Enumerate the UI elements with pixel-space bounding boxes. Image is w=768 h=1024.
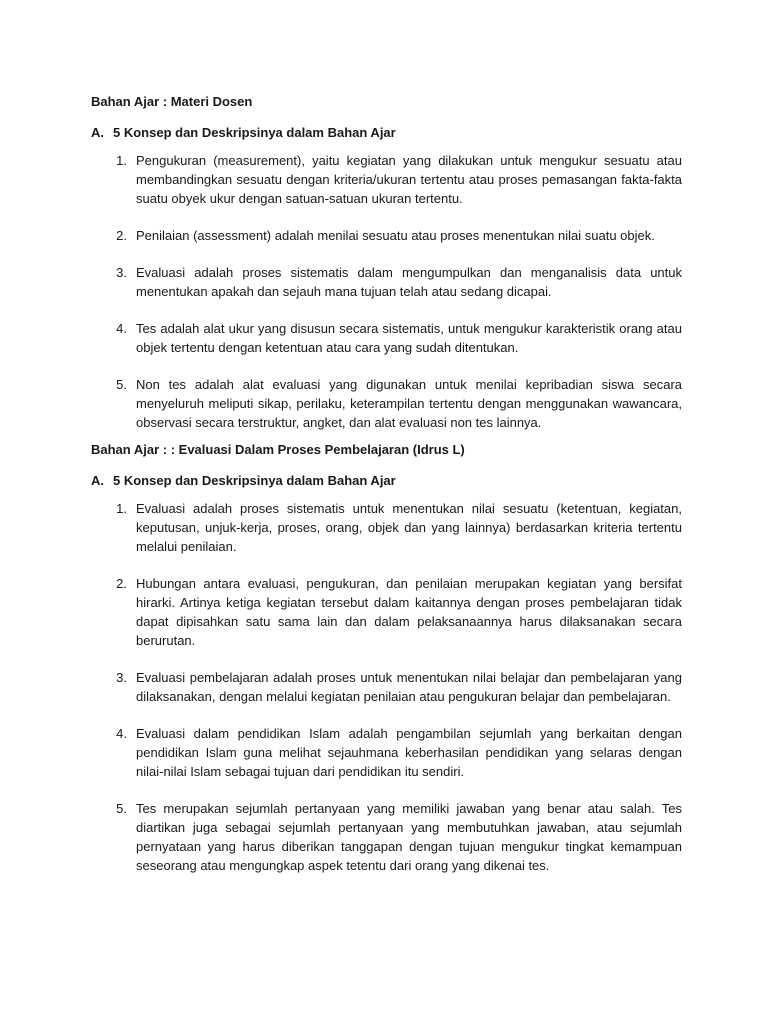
list-item xyxy=(91,668,682,706)
item-number: 3. xyxy=(116,670,127,685)
item-number: 4. xyxy=(116,726,127,741)
list-item xyxy=(91,574,682,650)
item-text: Non tes adalah alat evaluasi yang digunakan untuk menilai kepribadian siswa secara menyeluruh meliputi sikap, perilaku, keterampilan tertentu dengan menggunakan wawancara, observasi secara terstruktur, angket, dan alat evaluasi non tes lainnya. xyxy=(136,377,682,430)
list-item xyxy=(91,319,682,357)
list-item xyxy=(91,499,682,556)
section1-sub-letter: A. xyxy=(91,125,104,140)
list-item xyxy=(91,226,682,245)
section1-list xyxy=(91,151,682,432)
item-text: Pengukuran (measurement), yaitu kegiatan yang dilakukan untuk mengukur sesuatu atau membandingkan sesuatu dengan kriteria/ukuran tertentu atau proses pemasangan fakta-fakta suatu obyek ukur dengan satuan-satuan ukuran tertentu. xyxy=(136,153,682,206)
item-number: 1. xyxy=(116,153,127,168)
item-number: 1. xyxy=(116,501,127,516)
section2-title: Bahan Ajar : : Evaluasi Dalam Proses Pembelajaran (Idrus L) xyxy=(91,442,465,457)
item-text: Evaluasi dalam pendidikan Islam adalah pengambilan sejumlah yang berkaitan dengan pendidikan Islam guna melihat sejauhmana keberhasilan pendidikan yang selaras dengan nilai-nilai Islam sebagai tujuan dari pendidikan itu sendiri. xyxy=(136,726,682,779)
section2-sub-title: 5 Konsep dan Deskripsinya dalam Bahan Ajar xyxy=(113,473,396,488)
section1-subheading xyxy=(91,123,682,142)
list-item xyxy=(91,375,682,432)
item-number: 4. xyxy=(116,321,127,336)
item-number: 5. xyxy=(116,801,127,816)
section2-sub-letter: A. xyxy=(91,473,104,488)
list-item xyxy=(91,263,682,301)
item-number: 5. xyxy=(116,377,127,392)
section2-list xyxy=(91,499,682,875)
item-text: Evaluasi adalah proses sistematis untuk menentukan nilai sesuatu (ketentuan, kegiatan, keputusan, unjuk-kerja, proses, orang, objek dan yang lainnya) berdasarkan kriteria tertentu melalui penilaian. xyxy=(136,501,682,554)
list-item xyxy=(91,799,682,875)
section2-subheading xyxy=(91,471,682,490)
item-text: Evaluasi pembelajaran adalah proses untuk menentukan nilai belajar dan pembelajaran yang dilaksanakan, dengan melalui kegiatan penilaian atau pengukuran belajar dan pembelajaran. xyxy=(136,670,682,704)
section1-sub-title: 5 Konsep dan Deskripsinya dalam Bahan Ajar xyxy=(113,125,396,140)
item-number: 2. xyxy=(116,228,127,243)
list-item xyxy=(91,724,682,781)
item-text: Tes adalah alat ukur yang disusun secara sistematis, untuk mengukur karakteristik orang atau objek tertentu dengan ketentuan atau cara yang sudah ditentukan. xyxy=(136,321,682,355)
item-text: Hubungan antara evaluasi, pengukuran, dan penilaian merupakan kegiatan yang bersifat hirarki. Artinya ketiga kegiatan tersebut dalam kaitannya dengan proses pembelajaran tidak dapat dipisahkan satu sama lain dan dalam pelaksanaannya harus dilaksanakan secara berurutan. xyxy=(136,576,682,648)
item-text: Penilaian (assessment) adalah menilai sesuatu atau proses menentukan nilai suatu objek. xyxy=(136,228,655,243)
list-item xyxy=(91,151,682,208)
section1-title: Bahan Ajar : Materi Dosen xyxy=(91,94,253,109)
item-text: Evaluasi adalah proses sistematis dalam mengumpulkan dan menganalisis data untuk menentukan apakah dan sejauh mana tujuan telah atau sedang dicapai. xyxy=(136,265,682,299)
item-text: Tes merupakan sejumlah pertanyaan yang memiliki jawaban yang benar atau salah. Tes diartikan juga sebagai sejumlah pertanyaan yang membutuhkan jawaban, atau sejumlah pernyataan yang harus diberikan tanggapan dengan tujuan mengukur tingkat kemampuan seseorang atau mengungkap aspek tetentu dari orang yang dikenai tes. xyxy=(136,801,682,873)
item-number: 3. xyxy=(116,265,127,280)
item-number: 2. xyxy=(116,576,127,591)
